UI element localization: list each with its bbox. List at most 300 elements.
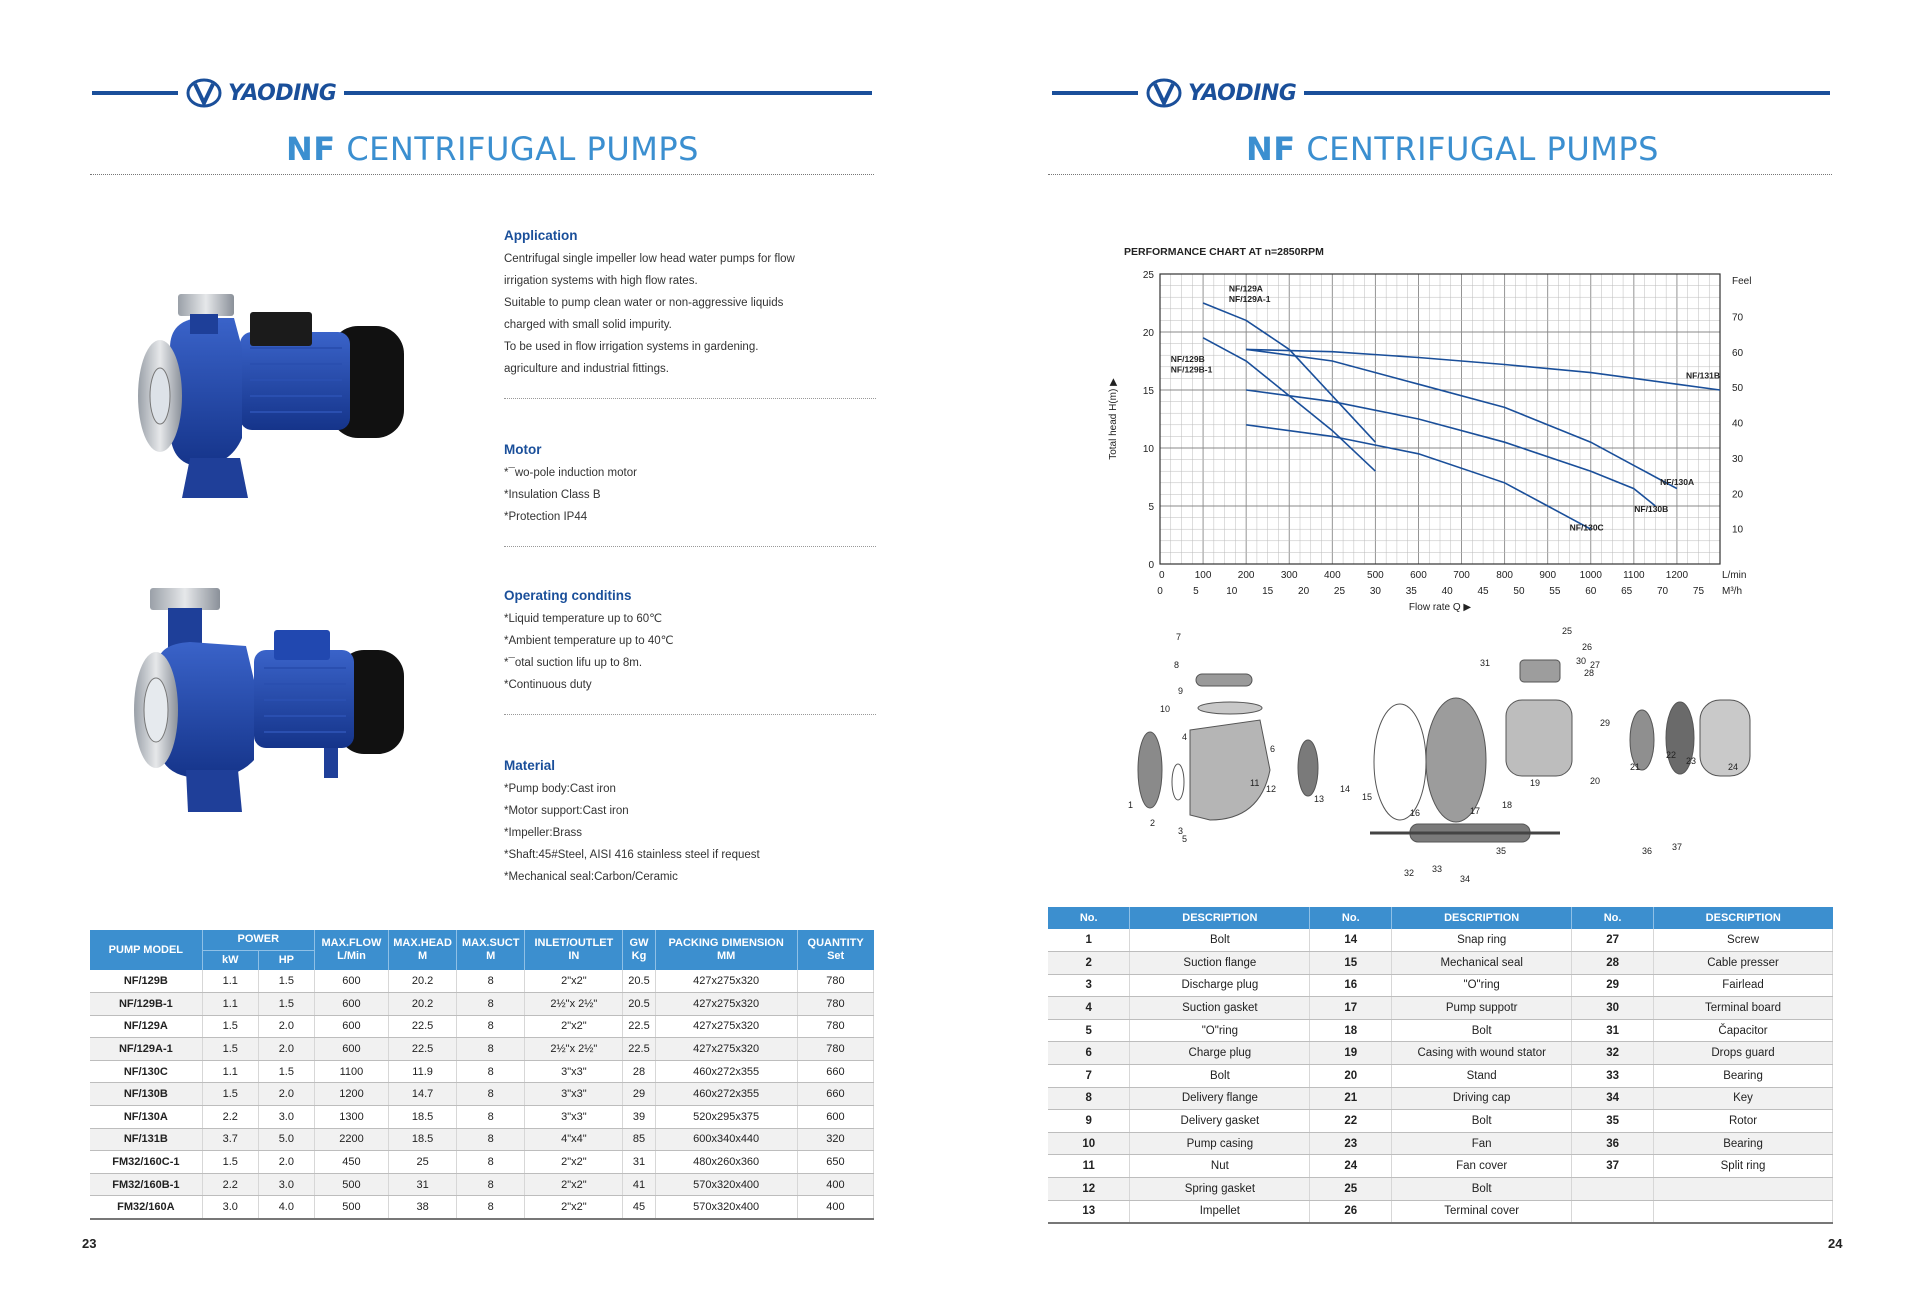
spec-cell: 8 xyxy=(457,1128,525,1151)
spec-cell: 1300 xyxy=(314,1106,388,1129)
part-label: 12 xyxy=(1266,784,1277,794)
spec-cell: 22.5 xyxy=(623,1015,655,1038)
parts-table-row xyxy=(1048,1132,1833,1155)
parts-table-row xyxy=(1048,1087,1833,1110)
spec-cell: 1.5 xyxy=(202,1151,258,1174)
x-tick-label: 800 xyxy=(1496,570,1513,581)
pump-model-cell: NF/130A xyxy=(90,1106,202,1129)
spec-table-row xyxy=(90,1038,874,1061)
spec-line: Suitable to pump clean water or non-aggressive liquids xyxy=(504,297,784,309)
x-tick-label: 900 xyxy=(1539,570,1557,581)
section-heading: Application xyxy=(504,228,578,243)
spec-cell: 20.5 xyxy=(623,993,655,1016)
x2-tick-label: 5 xyxy=(1193,586,1199,597)
x2-tick-label: 15 xyxy=(1262,586,1274,597)
part-label: 8 xyxy=(1174,660,1180,670)
title-rest: CENTRIFUGAL PUMPS xyxy=(335,130,699,168)
series-label: NF/129A xyxy=(1228,283,1263,294)
part-label: 24 xyxy=(1728,762,1739,772)
part-description-cell: Suction flange xyxy=(1130,952,1310,975)
part-number-cell: 5 xyxy=(1048,1019,1130,1042)
y2-tick-label: 50 xyxy=(1732,383,1744,395)
spec-line: *¯otal suction lifu up to 8m. xyxy=(504,657,643,669)
x2-tick-label: 65 xyxy=(1621,586,1633,597)
spec-line: To be used in flow irrigation systems in gardening. xyxy=(504,341,759,353)
header-gw-label: GW xyxy=(629,937,649,949)
spec-cell: 2"x2" xyxy=(525,1015,623,1038)
spec-cell: 29 xyxy=(623,1083,655,1106)
part-label: 15 xyxy=(1362,792,1373,802)
part-label: 14 xyxy=(1340,784,1351,794)
spec-cell: 780 xyxy=(797,993,873,1016)
gasket-part xyxy=(1172,764,1184,800)
spec-cell: 2½"x 2½" xyxy=(525,1038,623,1061)
y-tick-label: 0 xyxy=(1148,560,1154,571)
part-number-cell: 36 xyxy=(1572,1132,1654,1155)
header-quantity xyxy=(797,930,873,970)
header-description: DESCRIPTION xyxy=(1130,907,1310,929)
part-label: 20 xyxy=(1590,776,1601,786)
spec-cell: 31 xyxy=(389,1173,457,1196)
part-number-cell: 20 xyxy=(1310,1065,1392,1088)
header-gw-unit: Kg xyxy=(631,950,647,962)
part-number-cell: 7 xyxy=(1048,1065,1130,1088)
part-description-cell: Split ring xyxy=(1654,1155,1833,1178)
header-packing-label: PACKING DIMENSION xyxy=(668,937,784,949)
spec-cell: 2"x2" xyxy=(525,970,623,993)
y-tick-label: 25 xyxy=(1142,270,1154,281)
section-heading: Material xyxy=(504,758,556,773)
spec-table-row xyxy=(90,1128,874,1151)
part-description-cell: Delivery gasket xyxy=(1130,1110,1310,1133)
spec-cell: 1.5 xyxy=(202,1015,258,1038)
part-number-cell: 21 xyxy=(1310,1087,1392,1110)
spec-cell: 22.5 xyxy=(389,1038,457,1061)
spec-cell: 39 xyxy=(623,1106,655,1129)
part-number-cell: 26 xyxy=(1310,1200,1392,1223)
stator-casing-part xyxy=(1506,700,1572,776)
spec-cell: 22.5 xyxy=(389,1015,457,1038)
y-tick-label: 20 xyxy=(1142,328,1154,339)
title-divider xyxy=(90,174,874,175)
part-number-cell: 12 xyxy=(1048,1178,1130,1201)
spec-cell: 85 xyxy=(623,1128,655,1151)
pump-casing-part xyxy=(1190,720,1270,820)
part-description-cell: "O"ring xyxy=(1392,974,1572,997)
spec-cell: 20.2 xyxy=(389,970,457,993)
spec-cell: 427x275x320 xyxy=(655,1015,797,1038)
header-quantity-label: QUANTITY xyxy=(807,937,864,949)
spec-cell: 2.0 xyxy=(258,1015,314,1038)
spec-line: *Pump body:Cast iron xyxy=(504,783,616,795)
spec-cell: 2"x2" xyxy=(525,1151,623,1174)
part-description-cell: Pump casing xyxy=(1130,1132,1310,1155)
part-description-cell: Drops guard xyxy=(1654,1042,1833,1065)
spec-cell: 500 xyxy=(314,1173,388,1196)
part-description-cell: Fan cover xyxy=(1392,1155,1572,1178)
parts-table-row xyxy=(1048,929,1833,952)
spec-cell: 3.7 xyxy=(202,1128,258,1151)
x-origin-label: 0 xyxy=(1159,570,1165,581)
spec-cell: 460x272x355 xyxy=(655,1083,797,1106)
header-max-suct-unit: M xyxy=(486,950,496,962)
header-no: No. xyxy=(1048,907,1130,929)
spec-cell: 1.1 xyxy=(202,1060,258,1083)
header-inlet-outlet xyxy=(525,930,623,970)
spec-cell: 5.0 xyxy=(258,1128,314,1151)
part-description-cell: Pump suppotr xyxy=(1392,997,1572,1020)
part-number-cell: 33 xyxy=(1572,1065,1654,1088)
part-number-cell: 18 xyxy=(1310,1019,1392,1042)
impeller-part xyxy=(1298,740,1318,796)
brand-logo xyxy=(178,78,344,108)
spec-table-row xyxy=(90,1106,874,1129)
spec-cell: 427x275x320 xyxy=(655,970,797,993)
part-description-cell: Screw xyxy=(1654,929,1833,952)
spec-table-row xyxy=(90,1173,874,1196)
application-section xyxy=(504,228,876,399)
x-tick-label: 600 xyxy=(1410,570,1427,581)
spec-line: Centrifugal single impeller low head water pumps for flow xyxy=(504,253,795,265)
spec-cell: 8 xyxy=(457,1083,525,1106)
spec-line: *Mechanical seal:Carbon/Ceramic xyxy=(504,871,678,883)
part-number-cell: 11 xyxy=(1048,1155,1130,1178)
header-max-flow-unit: L/Min xyxy=(337,950,366,962)
part-description-cell: Bolt xyxy=(1392,1178,1572,1201)
part-number-cell: 14 xyxy=(1310,929,1392,952)
part-number-cell: 17 xyxy=(1310,997,1392,1020)
parts-table-row xyxy=(1048,997,1833,1020)
part-label: 26 xyxy=(1582,642,1593,652)
part-number-cell xyxy=(1572,1178,1654,1201)
pump-image-2 xyxy=(128,580,418,820)
header-inlet-outlet-unit: IN xyxy=(568,950,580,962)
part-number-cell: 13 xyxy=(1048,1200,1130,1223)
section-divider xyxy=(504,398,876,399)
x-tick-label: 700 xyxy=(1453,570,1470,581)
spec-line: *Ambient temperature up to 40℃ xyxy=(504,635,674,647)
spec-cell: 3.0 xyxy=(258,1173,314,1196)
spec-cell: 8 xyxy=(457,993,525,1016)
part-label: 37 xyxy=(1672,842,1683,852)
part-description-cell xyxy=(1654,1200,1833,1223)
page-number: 23 xyxy=(82,1236,97,1251)
header-power: POWER xyxy=(202,930,314,950)
spec-cell: 780 xyxy=(797,970,873,993)
chart-title: PERFORMANCE CHART AT n=2850RPM xyxy=(1124,246,1324,258)
part-number-cell: 34 xyxy=(1572,1087,1654,1110)
part-label: 2 xyxy=(1150,818,1156,828)
y2-tick-label: 40 xyxy=(1732,418,1744,430)
material-section xyxy=(504,758,876,888)
pump-model-cell: FM32/160A xyxy=(90,1196,202,1219)
part-description-cell: Bolt xyxy=(1130,929,1310,952)
part-description-cell: Cable presser xyxy=(1654,952,1833,975)
spec-cell: 1.1 xyxy=(202,970,258,993)
part-number-cell: 27 xyxy=(1572,929,1654,952)
page-number: 24 xyxy=(1828,1236,1843,1251)
terminal-cover-part xyxy=(1520,660,1560,682)
y2-tick-label: 60 xyxy=(1732,347,1744,359)
performance-chart xyxy=(1100,262,1790,622)
part-label: 32 xyxy=(1404,868,1415,878)
spec-table-row xyxy=(90,1196,874,1219)
spec-cell: 427x275x320 xyxy=(655,993,797,1016)
spec-line: *Shaft:45#Steel, AISI 416 stainless steel if request xyxy=(504,849,760,861)
x2-tick-label: 35 xyxy=(1405,586,1417,597)
spec-line: *Continuous duty xyxy=(504,679,592,691)
spec-line: irrigation systems with high flow rates. xyxy=(504,275,698,287)
spec-cell: 1.1 xyxy=(202,993,258,1016)
y-tick-label: 5 xyxy=(1148,502,1154,513)
part-label: 34 xyxy=(1460,874,1471,884)
spec-line: agriculture and industrial fittings. xyxy=(504,363,669,375)
parts-table-row xyxy=(1048,1200,1833,1223)
part-label: 5 xyxy=(1182,834,1188,844)
part-label: 29 xyxy=(1600,718,1611,728)
part-label: 18 xyxy=(1502,800,1513,810)
page-header xyxy=(92,80,872,106)
header-inlet-outlet-label: INLET/OUTLET xyxy=(534,937,614,949)
spec-cell: 8 xyxy=(457,1173,525,1196)
spec-table-body xyxy=(90,970,874,1219)
part-description-cell: Key xyxy=(1654,1087,1833,1110)
spec-table-row xyxy=(90,1083,874,1106)
spec-cell: 2½"x 2½" xyxy=(525,993,623,1016)
spec-cell: 8 xyxy=(457,1106,525,1129)
spec-cell: 600 xyxy=(314,1015,388,1038)
pump-model-cell: NF/129A xyxy=(90,1015,202,1038)
part-description-cell: Impellet xyxy=(1130,1200,1310,1223)
part-label: 17 xyxy=(1470,806,1481,816)
spec-cell: 400 xyxy=(797,1196,873,1219)
spec-cell: 400 xyxy=(797,1173,873,1196)
spec-cell: 570x320x400 xyxy=(655,1173,797,1196)
part-label: 11 xyxy=(1250,778,1260,788)
part-label: 27 xyxy=(1590,660,1601,670)
o-ring-part xyxy=(1374,704,1426,820)
part-number-cell: 25 xyxy=(1310,1178,1392,1201)
x2-tick-label: 50 xyxy=(1513,586,1525,597)
part-label: 16 xyxy=(1410,808,1421,818)
part-description-cell: Suction gasket xyxy=(1130,997,1310,1020)
part-number-cell: 35 xyxy=(1572,1110,1654,1133)
part-label: 30 xyxy=(1576,656,1587,666)
spec-cell: 2200 xyxy=(314,1128,388,1151)
spec-cell: 38 xyxy=(389,1196,457,1219)
x2-tick-label: 30 xyxy=(1369,586,1381,597)
part-description-cell: Casing with wound stator xyxy=(1392,1042,1572,1065)
spec-cell: 570x320x400 xyxy=(655,1196,797,1219)
part-label: 35 xyxy=(1496,846,1507,856)
x2-tick-label: 55 xyxy=(1549,586,1561,597)
header-max-flow xyxy=(314,930,388,970)
header-pump-model: PUMP MODEL xyxy=(90,930,202,970)
part-label: 22 xyxy=(1666,750,1677,760)
part-label: 4 xyxy=(1182,732,1188,742)
spec-cell: 650 xyxy=(797,1151,873,1174)
spec-cell: 4"x4" xyxy=(525,1128,623,1151)
y2-tick-label: 10 xyxy=(1732,524,1744,536)
brand-name: YAODING xyxy=(228,80,337,106)
part-number-cell: 2 xyxy=(1048,952,1130,975)
section-divider xyxy=(504,714,876,715)
part-label: 3 xyxy=(1178,826,1184,836)
x-tick-label: 300 xyxy=(1280,570,1298,581)
part-number-cell: 32 xyxy=(1572,1042,1654,1065)
part-label: 33 xyxy=(1432,864,1443,874)
spec-cell: 2.0 xyxy=(258,1083,314,1106)
parts-table-row xyxy=(1048,1042,1833,1065)
spec-cell: 480x260x360 xyxy=(655,1151,797,1174)
part-description-cell: Bearing xyxy=(1654,1065,1833,1088)
header-description: DESCRIPTION xyxy=(1392,907,1572,929)
part-number-cell: 31 xyxy=(1572,1019,1654,1042)
part-description-cell: Bolt xyxy=(1392,1019,1572,1042)
part-number-cell xyxy=(1572,1200,1654,1223)
x2-tick-label: 10 xyxy=(1226,586,1238,597)
part-number-cell: 8 xyxy=(1048,1087,1130,1110)
part-number-cell: 28 xyxy=(1572,952,1654,975)
x2-tick-label: 40 xyxy=(1441,586,1453,597)
spec-cell: 460x272x355 xyxy=(655,1060,797,1083)
header-max-head-unit: M xyxy=(418,950,428,962)
part-label: 6 xyxy=(1270,744,1276,754)
part-description-cell: Bolt xyxy=(1392,1110,1572,1133)
x2-tick-label: 60 xyxy=(1585,586,1597,597)
part-label: 36 xyxy=(1642,846,1653,856)
spec-cell: 600x340x440 xyxy=(655,1128,797,1151)
part-description-cell xyxy=(1654,1178,1833,1201)
yaoding-logo-icon xyxy=(1146,78,1182,108)
part-description-cell: Driving cap xyxy=(1392,1087,1572,1110)
title-divider xyxy=(1048,174,1832,175)
spec-line: *Motor support:Cast iron xyxy=(504,805,629,817)
spec-cell: 8 xyxy=(457,1060,525,1083)
spec-cell: 1.5 xyxy=(258,970,314,993)
parts-table-row xyxy=(1048,1019,1833,1042)
y-axis-label: Total head H(m) ▶ xyxy=(1108,378,1119,460)
y2-tick-label: 30 xyxy=(1732,453,1744,465)
page-title xyxy=(286,130,699,168)
y2-tick-label: 70 xyxy=(1732,312,1744,324)
x2-tick-label: 0 xyxy=(1157,586,1163,597)
x2-tick-label: 70 xyxy=(1657,586,1669,597)
part-number-cell: 1 xyxy=(1048,929,1130,952)
spec-cell: 3"x3" xyxy=(525,1060,623,1083)
spec-cell: 2"x2" xyxy=(525,1173,623,1196)
part-number-cell: 22 xyxy=(1310,1110,1392,1133)
part-description-cell: "O"ring xyxy=(1130,1019,1310,1042)
spec-cell: 600 xyxy=(314,970,388,993)
part-label: 21 xyxy=(1630,762,1641,772)
x-tick-label: 1000 xyxy=(1579,570,1602,581)
header-quantity-unit: Set xyxy=(827,950,845,962)
spec-cell: 3.0 xyxy=(202,1196,258,1219)
part-number-cell: 16 xyxy=(1310,974,1392,997)
header-max-suct-label: MAX.SUCT xyxy=(461,937,520,949)
part-description-cell: Stand xyxy=(1392,1065,1572,1088)
spec-table-row xyxy=(90,993,874,1016)
series-label: NF/130A xyxy=(1660,477,1695,488)
header-max-head xyxy=(389,930,457,970)
spec-cell: 1.5 xyxy=(202,1083,258,1106)
delivery-gasket-part xyxy=(1198,702,1262,714)
header-no: No. xyxy=(1310,907,1392,929)
spec-cell: 320 xyxy=(797,1128,873,1151)
part-label: 9 xyxy=(1178,686,1184,696)
part-description-cell: Charge plug xyxy=(1130,1042,1310,1065)
spec-cell: 780 xyxy=(797,1038,873,1061)
pump-support-part xyxy=(1426,698,1486,822)
pump-model-cell: FM32/160C-1 xyxy=(90,1151,202,1174)
pump-image-1 xyxy=(130,288,420,512)
spec-cell: 45 xyxy=(623,1196,655,1219)
parts-table-body xyxy=(1048,929,1833,1223)
x2-tick-label: 25 xyxy=(1333,586,1346,597)
spec-cell: 8 xyxy=(457,1151,525,1174)
driving-cap-part xyxy=(1630,710,1654,770)
part-description-cell: Bearing xyxy=(1654,1132,1833,1155)
spec-cell: 31 xyxy=(623,1151,655,1174)
part-description-cell: Terminal board xyxy=(1654,997,1833,1020)
spec-cell: 20.2 xyxy=(389,993,457,1016)
spec-cell: 8 xyxy=(457,1015,525,1038)
spec-cell: 2.2 xyxy=(202,1106,258,1129)
spec-cell: 1100 xyxy=(314,1060,388,1083)
title-bold: NF xyxy=(1246,130,1296,168)
part-label: 7 xyxy=(1176,632,1182,642)
parts-table-row xyxy=(1048,1065,1833,1088)
spec-cell: 8 xyxy=(457,1196,525,1219)
spec-cell: 427x275x320 xyxy=(655,1038,797,1061)
spec-line: *Liquid temperature up to 60℃ xyxy=(504,613,663,625)
title-bold: NF xyxy=(286,130,336,168)
header-kw: kW xyxy=(202,950,258,970)
x-tick-label: 100 xyxy=(1194,570,1212,581)
part-number-cell: 9 xyxy=(1048,1110,1130,1133)
y-tick-label: 10 xyxy=(1142,444,1154,455)
header-description: DESCRIPTION xyxy=(1654,907,1833,929)
part-number-cell: 10 xyxy=(1048,1132,1130,1155)
series-label: NF/130B xyxy=(1634,503,1669,514)
exploded-parts-diagram xyxy=(1110,620,1770,890)
part-label: 10 xyxy=(1160,704,1171,714)
x-unit-top: L/min xyxy=(1722,570,1747,581)
part-description-cell: Snap ring xyxy=(1392,929,1572,952)
part-number-cell: 37 xyxy=(1572,1155,1654,1178)
pump-model-cell: NF/129A-1 xyxy=(90,1038,202,1061)
spec-table-row xyxy=(90,1060,874,1083)
y-tick-label: 15 xyxy=(1142,386,1154,397)
part-number-cell: 29 xyxy=(1572,974,1654,997)
section-heading: Motor xyxy=(504,442,542,457)
header-max-flow-label: MAX.FLOW xyxy=(321,937,382,949)
spec-cell: 2.0 xyxy=(258,1038,314,1061)
part-number-cell: 15 xyxy=(1310,952,1392,975)
part-label: 28 xyxy=(1584,668,1595,678)
x-tick-label: 500 xyxy=(1367,570,1384,581)
part-description-cell: Rotor xyxy=(1654,1110,1833,1133)
part-number-cell: 23 xyxy=(1310,1132,1392,1155)
section-divider xyxy=(504,546,876,547)
spec-cell: 25 xyxy=(389,1151,457,1174)
spec-cell: 28 xyxy=(623,1060,655,1083)
spec-cell: 20.5 xyxy=(623,970,655,993)
spec-cell: 1.5 xyxy=(202,1038,258,1061)
spec-cell: 2.2 xyxy=(202,1173,258,1196)
header-hp: HP xyxy=(258,950,314,970)
